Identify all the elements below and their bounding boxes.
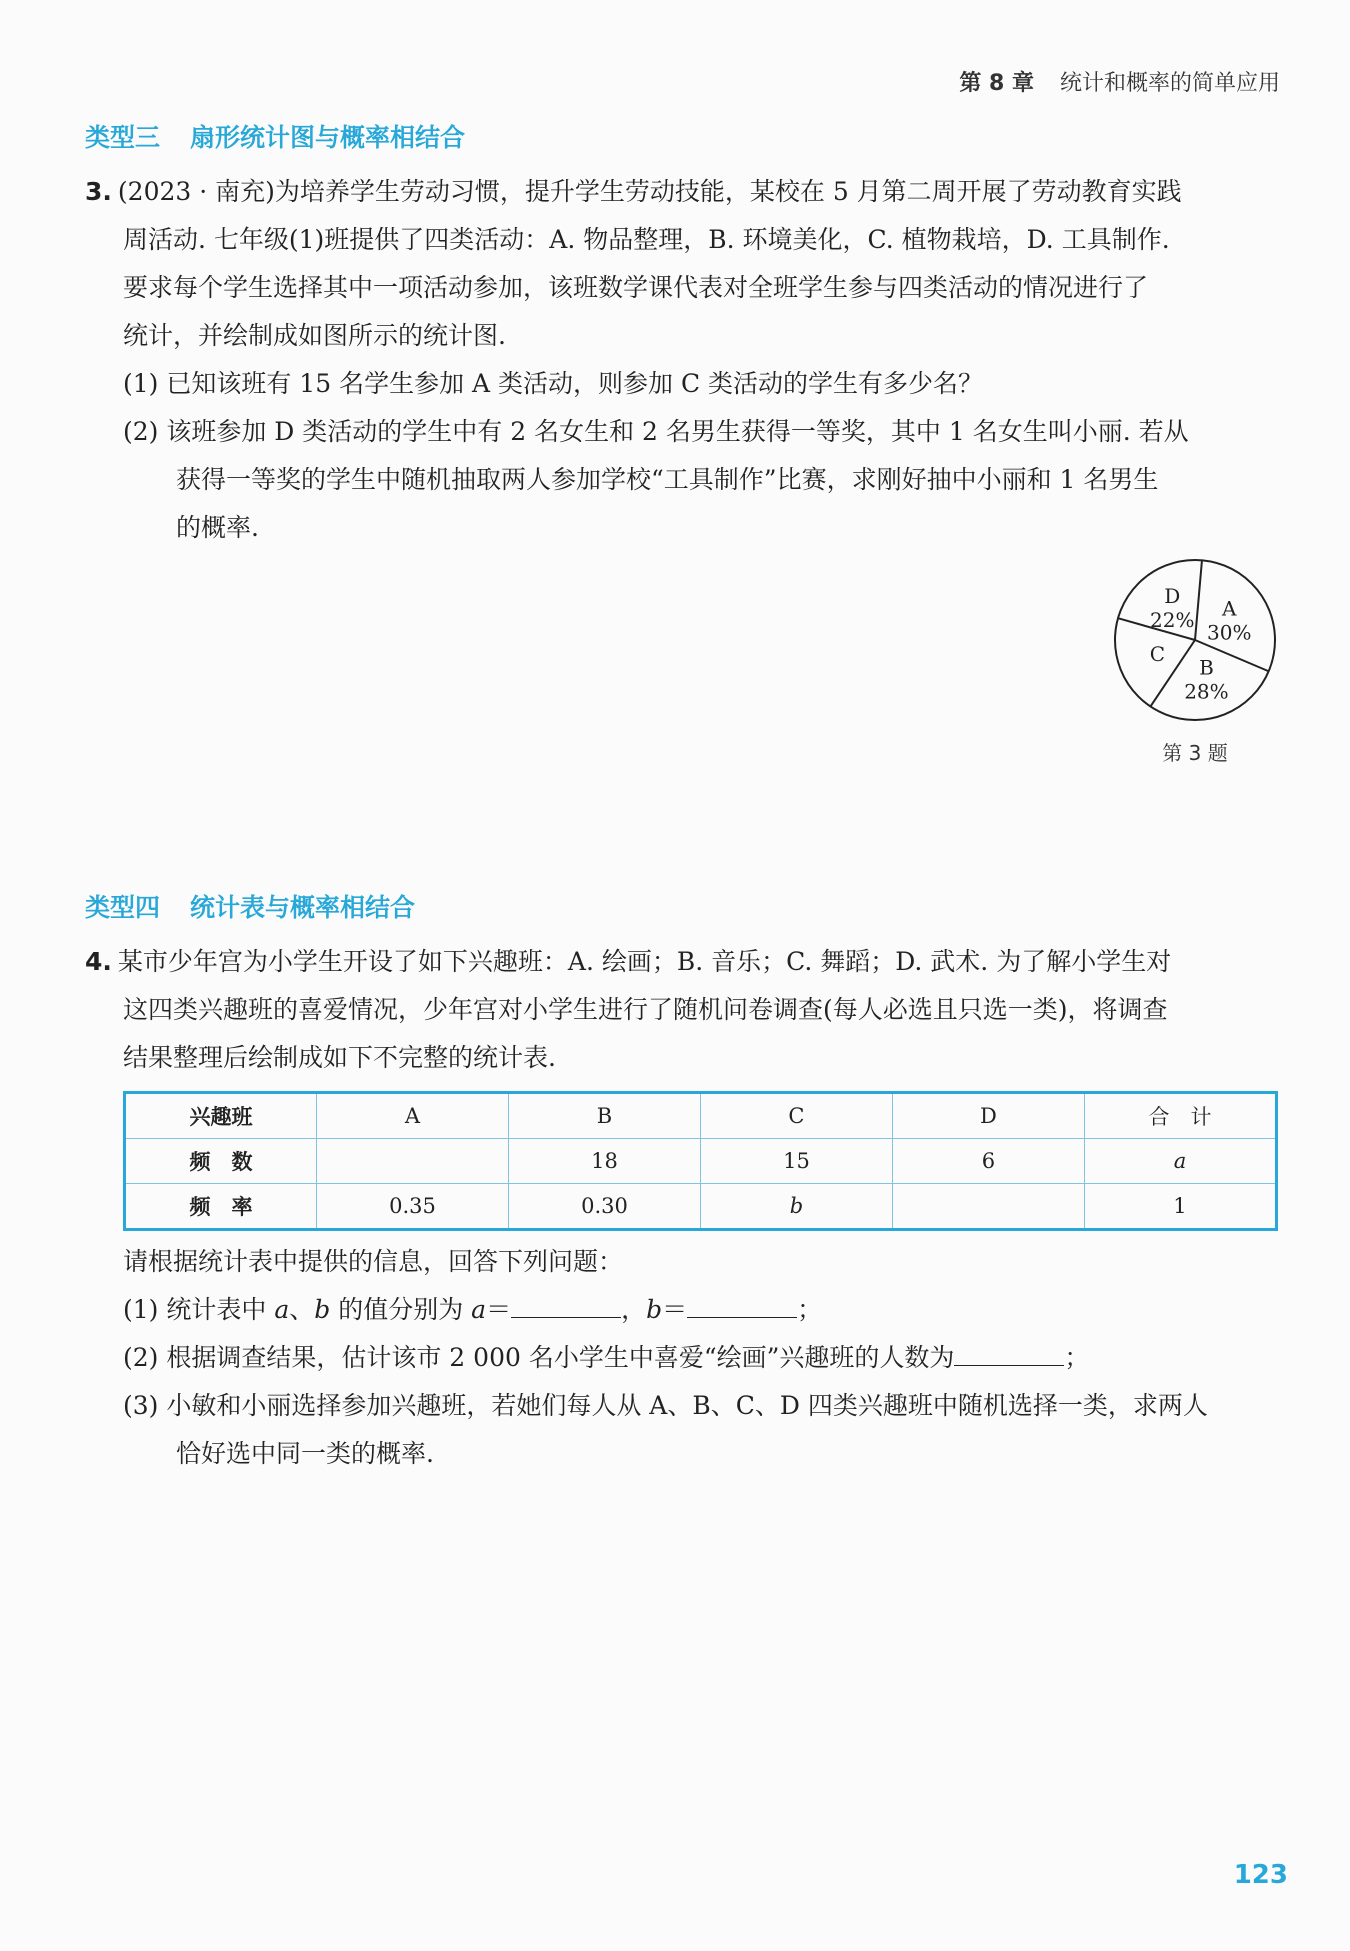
pie-slice-percent: 28%	[1184, 679, 1229, 704]
table-row	[125, 1139, 1277, 1184]
table-cell: 兴趣班	[125, 1093, 317, 1139]
table-header-row	[125, 1093, 1277, 1139]
table-cell: 合 计	[1084, 1093, 1276, 1139]
question-3-sub-2-line-2: 获得一等奖的学生中随机抽取两人参加学校“工具制作”比赛，求刚好抽中小丽和 1 名男生	[176, 465, 1159, 494]
table-cell: 6	[892, 1139, 1084, 1184]
table-cell: 0.30	[508, 1184, 700, 1230]
table-cell: 18	[508, 1139, 700, 1184]
question-3-number: 3.	[85, 177, 112, 206]
section-3-heading	[85, 118, 465, 154]
table-cell: 频 率	[125, 1184, 317, 1230]
question-3-sub-2-line-3: 的概率.	[176, 513, 259, 542]
question-4-sub-3-line-1: (3) 小敏和小丽选择参加兴趣班，若她们每人从 A、B、C、D 四类兴趣班中随机选择一类，求两人	[123, 1391, 1208, 1420]
table-cell	[892, 1184, 1084, 1230]
section-4-heading	[85, 888, 415, 924]
question-4-line-3: 结果整理后绘制成如下不完整的统计表.	[123, 1043, 556, 1072]
pie-slice-label: C	[1149, 641, 1166, 666]
question-4-prompt: 请根据统计表中提供的信息，回答下列问题：	[123, 1247, 624, 1276]
table-row	[125, 1184, 1277, 1230]
chapter-title: 统计和概率的简单应用	[1059, 71, 1280, 96]
figure-caption: 第 3 题	[1162, 741, 1228, 765]
table-cell: b	[700, 1184, 892, 1230]
question-3-line-1: 3. (2023 · 南充)为培养学生劳动习惯，提升学生劳动技能，某校在 5 月第二周开展了劳动教育实践	[85, 177, 1182, 206]
question-4-sub-2: (2) 根据调查结果，估计该市 2 000 名小学生中喜爱“绘画”兴趣班的人数为 ；	[123, 1343, 1090, 1372]
pie-slice-label: D	[1164, 584, 1181, 609]
question-3-line-2: 周活动. 七年级(1)班提供了四类活动：A. 物品整理，B. 环境美化，C. 植物栽培，D. 工具制作.	[123, 225, 1170, 254]
pie-chart	[1110, 555, 1280, 735]
question-4-line-1: 4. 某市少年宫为小学生开设了如下兴趣班：A. 绘画；B. 音乐；C. 舞蹈；D. 武术. 为了解小学生对	[85, 947, 1172, 976]
table-cell: B	[508, 1093, 700, 1139]
section-4-label: 类型四	[85, 893, 161, 922]
pie-slice-label: B	[1199, 655, 1214, 680]
table-cell: C	[700, 1093, 892, 1139]
table-cell: 0.35	[316, 1184, 508, 1230]
running-head	[959, 66, 1280, 97]
page-number: 123	[1233, 1860, 1288, 1890]
section-3-label: 类型三	[85, 123, 161, 152]
table-cell: A	[316, 1093, 508, 1139]
question-3-line-4: 统计，并绘制成如图所示的统计图.	[123, 321, 506, 350]
answer-blank-count[interactable]	[954, 1341, 1064, 1366]
pie-slice-percent: 22%	[1150, 608, 1195, 633]
question-3-sub-2-line-1: (2) 该班参加 D 类活动的学生中有 2 名女生和 2 名男生获得一等奖，其中 1 名女生叫小丽. 若从	[123, 417, 1189, 446]
question-3-sub-1: (1) 已知该班有 15 名学生参加 A 类活动，则参加 C 类活动的学生有多少名？	[123, 369, 984, 398]
question-4-line-2: 这四类兴趣班的喜爱情况，少年宫对小学生进行了随机问卷调查(每人必选且只选一类)，将调查	[123, 995, 1168, 1024]
table-cell: a	[1084, 1139, 1276, 1184]
section-3-title: 扇形统计图与概率相结合	[190, 123, 466, 152]
pie-slice-label: A	[1222, 596, 1237, 621]
question-4-sub-3-line-2: 恰好选中同一类的概率.	[176, 1439, 434, 1468]
table-cell: 频 数	[125, 1139, 317, 1184]
chapter-number: 第 8 章	[959, 71, 1034, 96]
frequency-table	[123, 1091, 1278, 1231]
pie-figure	[1110, 555, 1280, 775]
answer-blank-b[interactable]	[687, 1293, 797, 1318]
table-cell: 15	[700, 1139, 892, 1184]
section-4-title: 统计表与概率相结合	[190, 893, 416, 922]
question-4-sub-1: (1) 统计表中 a、b 的值分别为 a＝ ，b＝ ；	[123, 1295, 823, 1324]
pie-slice-percent: 30%	[1207, 620, 1252, 645]
table-cell	[316, 1139, 508, 1184]
question-4-number: 4.	[85, 947, 112, 976]
answer-blank-a[interactable]	[511, 1293, 621, 1318]
table-cell: 1	[1084, 1184, 1276, 1230]
question-3-line-3: 要求每个学生选择其中一项活动参加，该班数学课代表对全班学生参与四类活动的情况进行了	[123, 273, 1149, 302]
table-cell: D	[892, 1093, 1084, 1139]
